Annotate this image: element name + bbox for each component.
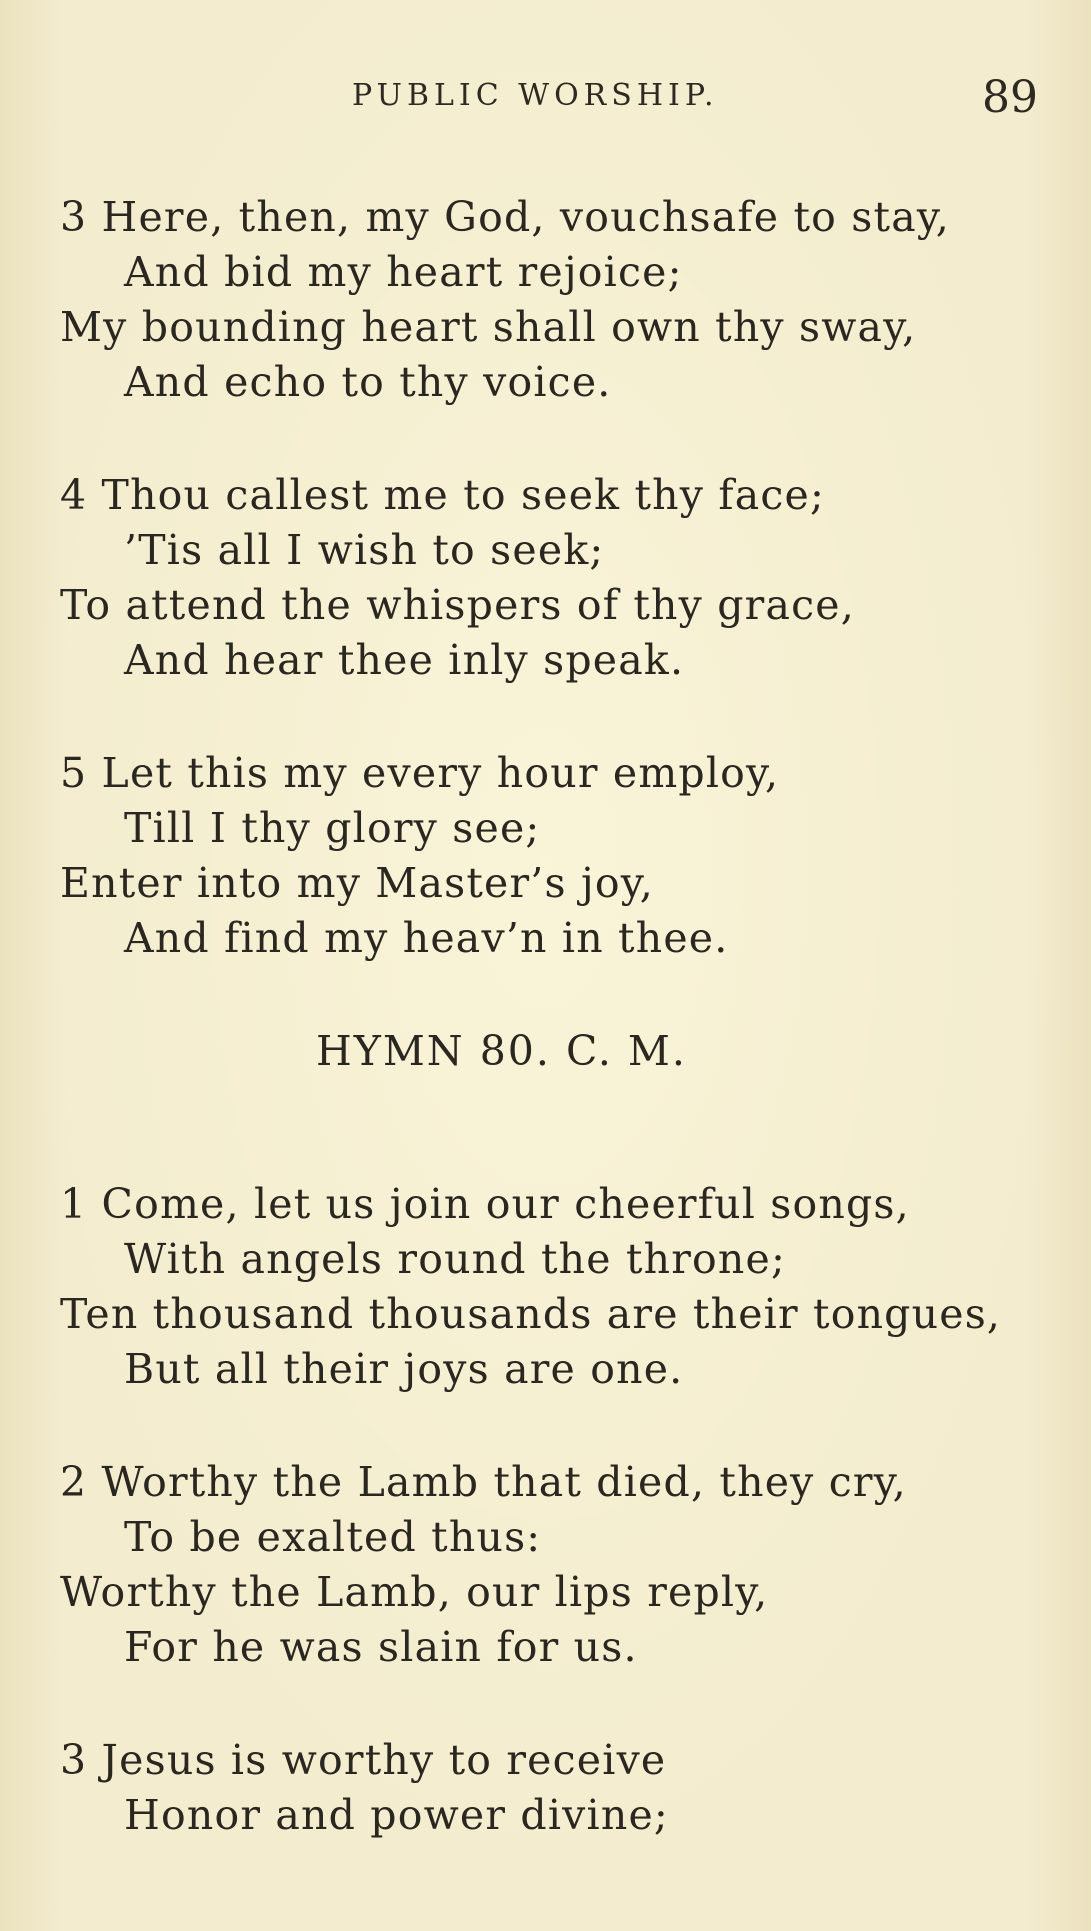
- hymn-title: HYMN 80. C. M.: [316, 1027, 687, 1075]
- stanza: [60, 1455, 1060, 1675]
- verse-line: And echo to thy voice.: [124, 358, 612, 406]
- stanza: [60, 468, 1060, 688]
- verse-line: 3 Jesus is worthy to receive: [60, 1736, 667, 1784]
- verse-line: 4 Thou callest me to seek thy face;: [60, 471, 825, 519]
- verse-line: With angels round the throne;: [124, 1235, 786, 1283]
- verse-line: To be exalted thus:: [124, 1513, 542, 1561]
- stanza: [60, 1177, 1060, 1397]
- verse-line: Till I thy glory see;: [124, 804, 541, 852]
- verse-line: My bounding heart shall own thy sway,: [60, 303, 917, 351]
- verse-line: 3 Here, then, my God, vouchsafe to stay,: [60, 193, 950, 241]
- verse-line: And hear thee inly speak.: [124, 636, 685, 684]
- verse-line: Worthy the Lamb, our lips reply,: [60, 1568, 769, 1616]
- verse-line: Ten thousand thousands are their tongues,: [60, 1290, 1002, 1338]
- verse-line: To attend the whispers of thy grace,: [60, 581, 855, 629]
- page-number: 89: [982, 72, 1038, 123]
- running-head: PUBLIC WORSHIP.: [352, 78, 719, 113]
- stanza: [60, 190, 1060, 410]
- stanza: [60, 1733, 1060, 1843]
- verse-line: And bid my heart rejoice;: [124, 248, 683, 296]
- verse-line: And find my heav’n in thee.: [124, 914, 729, 962]
- verse-line: 2 Worthy the Lamb that died, they cry,: [60, 1458, 907, 1506]
- verse-line: But all their joys are one.: [124, 1345, 684, 1393]
- verse-line: Honor and power divine;: [124, 1791, 669, 1839]
- verse-line: Enter into my Master’s joy,: [60, 859, 654, 907]
- verse-line: ’Tis all I wish to seek;: [124, 526, 605, 574]
- verse-line: 5 Let this my every hour employ,: [60, 749, 780, 797]
- stanza: [60, 746, 1060, 966]
- hymn-text: [60, 190, 1060, 1901]
- verse-line: 1 Come, let us join our cheerful songs,: [60, 1180, 910, 1228]
- page-header: [0, 72, 1091, 132]
- verse-line: For he was slain for us.: [124, 1623, 638, 1671]
